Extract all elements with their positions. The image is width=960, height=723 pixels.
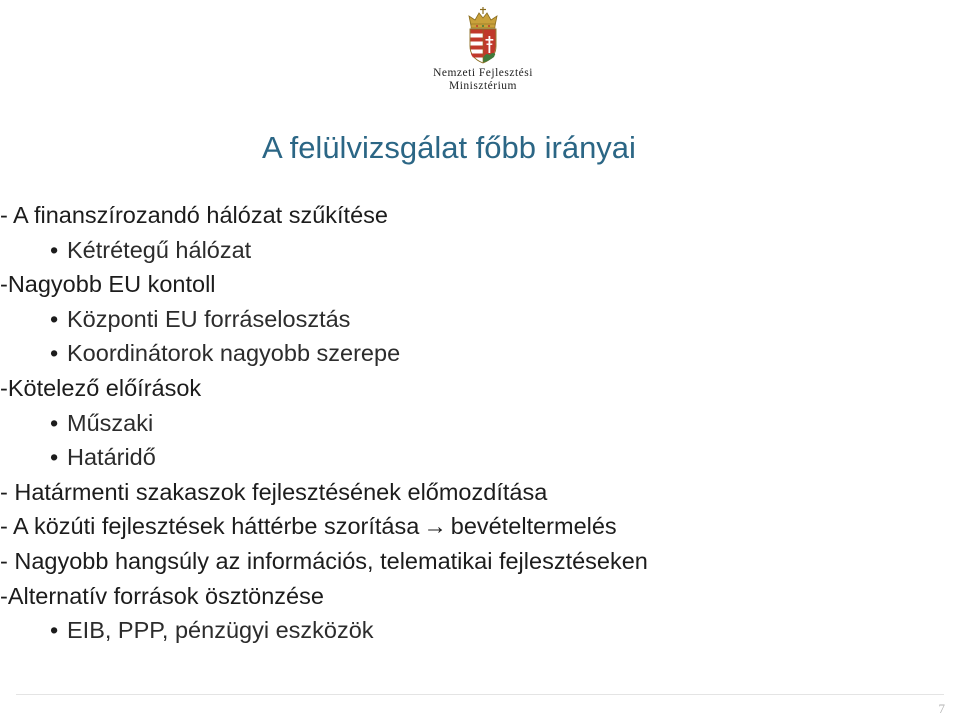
sub-point: • Kétrétegű hálózat xyxy=(0,233,940,268)
main-point: - A finanszírozandó hálózat szűkítése xyxy=(0,202,388,228)
page-number: 7 xyxy=(938,701,945,716)
main-point: -Nagyobb EU kontoll xyxy=(0,271,216,298)
sub-point: • Határidő xyxy=(0,440,940,475)
main-point: -Alternatív források ösztönzése xyxy=(0,582,324,609)
slide-body xyxy=(0,198,940,648)
sub-point: • Központi EU forráselosztás xyxy=(0,302,940,337)
sub-point: • EIB, PPP, pénzügyi eszközök xyxy=(0,613,940,648)
logo-text-line-1: Nemzeti Fejlesztési xyxy=(433,67,533,79)
logo-text-line-2: Minisztérium xyxy=(449,80,517,92)
arrow-line-text-before: - A közúti fejlesztések háttérbe szorítása xyxy=(0,513,420,540)
right-arrow-icon: → xyxy=(423,513,447,540)
slide-title: A felülvizsgálat főbb irányai xyxy=(262,130,636,165)
sub-point: • Koordinátorok nagyobb szerepe xyxy=(0,336,940,371)
main-point: - Határmenti szakaszok fejlesztésének előmozdítása xyxy=(0,478,548,505)
sub-point: • Műszaki xyxy=(0,406,940,441)
arrow-line-text-after: bevételtermelés xyxy=(450,513,617,540)
hungarian-coat-of-arms-icon xyxy=(463,6,503,64)
ministry-logo xyxy=(418,6,548,93)
main-point: -Kötelező előírások xyxy=(0,374,202,401)
main-point-with-arrow xyxy=(0,509,940,544)
footer-divider xyxy=(16,694,944,695)
main-point: - Nagyobb hangsúly az információs, telematikai fejlesztéseken xyxy=(0,547,648,574)
